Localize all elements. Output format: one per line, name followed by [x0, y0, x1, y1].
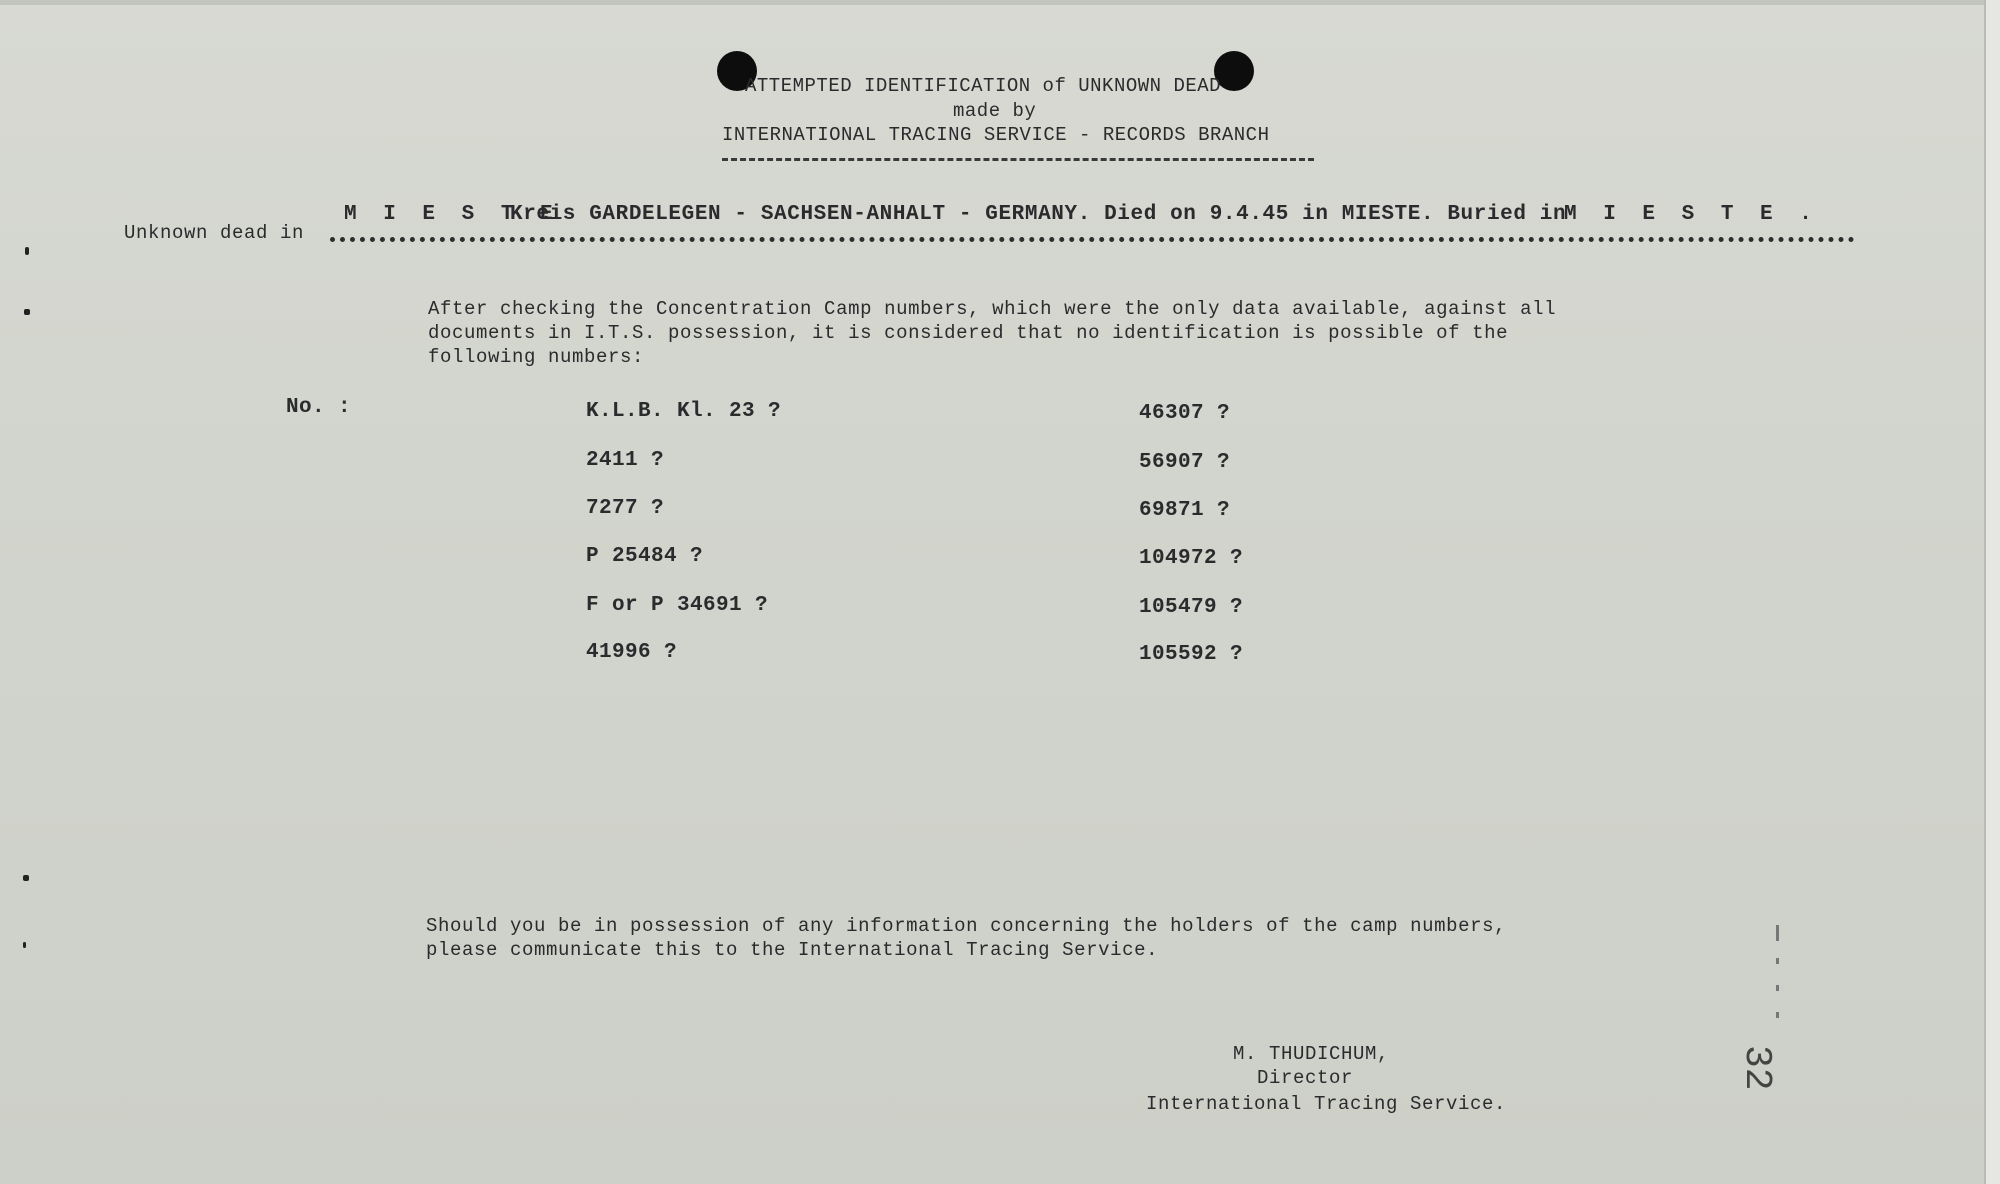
document-title: ATTEMPTED IDENTIFICATION of UNKNOWN DEAD	[745, 75, 1222, 97]
intro-line-3: following numbers:	[428, 346, 645, 368]
camp-number-right: 105592 ?	[1139, 643, 1244, 666]
numbers-label: No. :	[286, 396, 352, 419]
margin-tick	[1776, 985, 1779, 991]
margin-mark	[23, 942, 26, 948]
margin-mark	[24, 309, 30, 315]
page-right-edge	[1984, 0, 2000, 1184]
margin-mark	[23, 875, 29, 881]
camp-number-right: 104972 ?	[1139, 547, 1244, 570]
intro-line-1: After checking the Concentration Camp numbers, which were the only data available, against all	[428, 298, 1557, 320]
dotted-fill-line	[330, 237, 1855, 242]
signatory-name: M. THUDICHUM,	[1233, 1043, 1390, 1065]
place-name: M I E S T E	[344, 203, 560, 226]
header-underline	[722, 158, 1314, 161]
location-details: Kreis GARDELEGEN - SACHSEN-ANHALT - GERMANY. Died on 9.4.45 in MIESTE. Buried in	[510, 203, 1567, 226]
closing-line-2: please communicate this to the International Tracing Service.	[426, 939, 1159, 961]
camp-number-right: 46307 ?	[1139, 402, 1231, 425]
camp-number-left: 7277 ?	[586, 497, 665, 520]
organization-line: INTERNATIONAL TRACING SERVICE - RECORDS BRANCH	[722, 124, 1270, 146]
camp-number-left: K.L.B. Kl. 23 ?	[586, 400, 782, 423]
signatory-title: Director	[1257, 1067, 1354, 1089]
margin-mark	[25, 247, 29, 255]
page-number: 32	[1735, 1045, 1778, 1091]
intro-line-2: documents in I.T.S. possession, it is considered that no identification is possible of the	[428, 322, 1509, 344]
camp-number-left: 41996 ?	[586, 641, 678, 664]
camp-number-right: 105479 ?	[1139, 596, 1244, 619]
margin-tick	[1776, 925, 1779, 941]
signatory-organization: International Tracing Service.	[1146, 1093, 1507, 1115]
unknown-dead-label: Unknown dead in	[124, 222, 305, 244]
burial-place: M I E S T E .	[1564, 203, 1819, 226]
page-top-edge	[0, 0, 2000, 5]
closing-line-1: Should you be in possession of any information concerning the holders of the camp numbers,	[426, 915, 1507, 937]
camp-number-right: 56907 ?	[1139, 451, 1231, 474]
camp-number-right: 69871 ?	[1139, 499, 1231, 522]
made-by-line: made by	[953, 100, 1037, 122]
camp-number-left: F or P 34691 ?	[586, 594, 769, 617]
margin-tick	[1776, 958, 1779, 964]
margin-tick	[1776, 1012, 1779, 1018]
camp-number-left: 2411 ?	[586, 449, 665, 472]
camp-number-left: P 25484 ?	[586, 545, 704, 568]
